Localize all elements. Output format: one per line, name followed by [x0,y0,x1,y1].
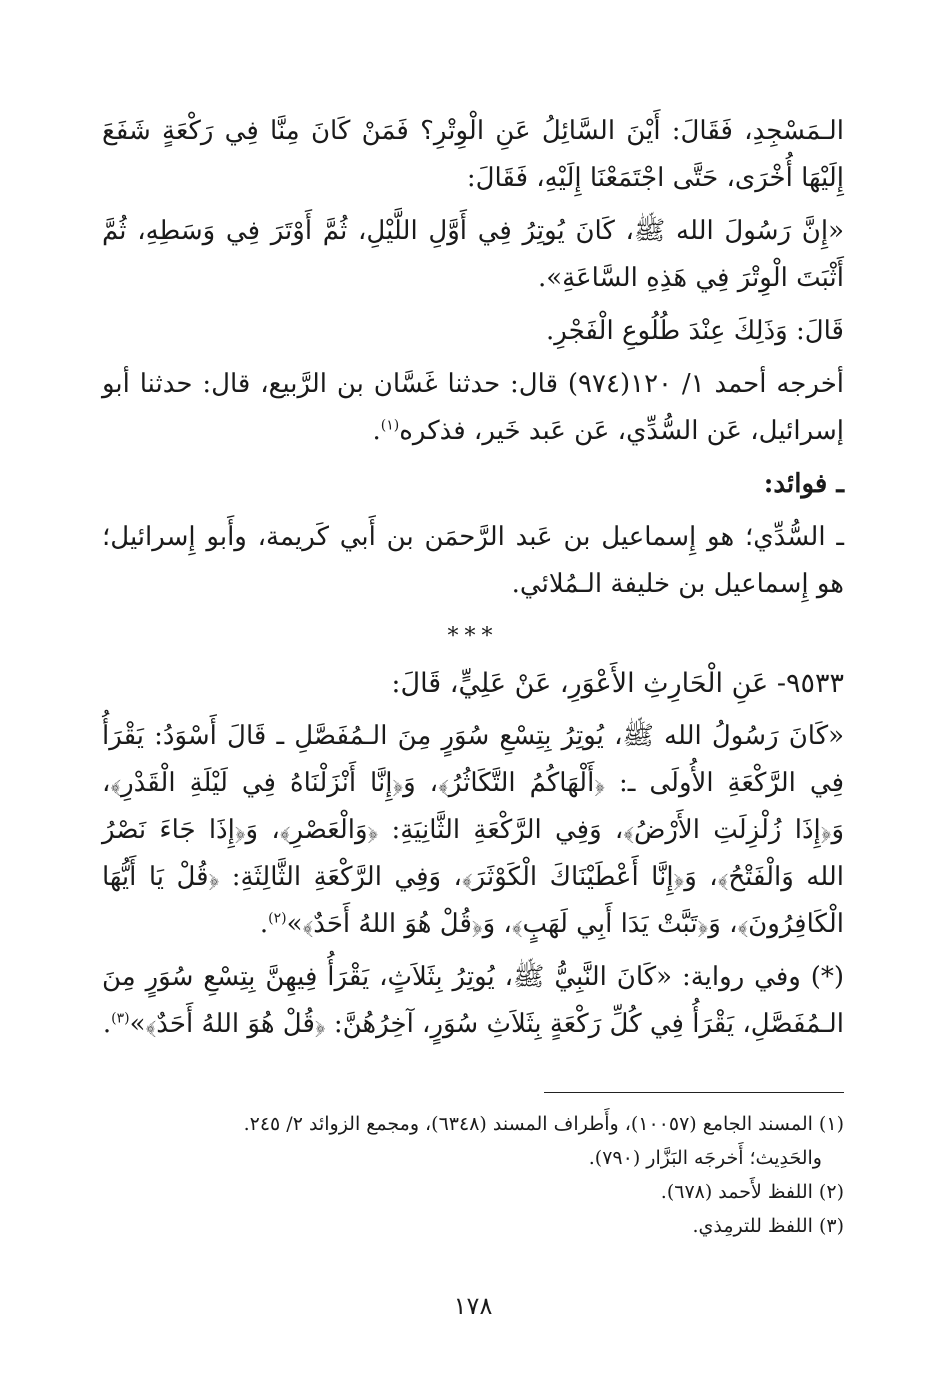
hadith-quote: «إِنَّ رَسُولَ الله ﷺ، كَانَ يُوتِرُ فِي أَوَّلِ اللَّيْلِ، ثُمَّ أَوْتَرَ فِي وَسَطِهِ، ثُمَّ أَثْبَتَ الْوِتْرَ فِي هَذِهِ السَّاعَةِ». [102,216,844,293]
takhrij-end: . [372,416,381,446]
narrator-comment: قَالَ: وَذَلِكَ عِنْدَ طُلُوعِ الْفَجْرِ. [546,316,844,346]
benefits-text: ـ السُّدِّي؛ هو إِسماعيل بن عَبد الرَّحمَن بن أَبي كَريمة، وأَبو إِسرائيل؛ هو إِسماعيل بن خليفة الـمُلائي. [102,522,844,599]
narration-variant [102,954,844,1048]
hadith-text [102,713,844,948]
hadith-body: «كَانَ رَسُولُ الله ﷺ، يُوتِرُ بِتِسْعِ سُوَرٍ مِنَ الـمُفَصَّلِ ـ قَالَ أَسْوَدُ: يَقْرَأُ فِي الرَّكْعَةِ الأُولَى ـ: ﴿أَلْهَاكُمُ التَّكَاثُرُ﴾، وَ﴿إِنَّا أَنْزَلْنَاهُ فِي لَيْلَةِ الْقَدْرِ﴾، وَ﴿إِذَا زُلْزِلَتِ الأَرْضُ﴾، وَفِي الرَّكْعَةِ الثَّانِيَةِ: ﴿وَالْعَصْرِ﴾، وَ﴿إِذَا جَاءَ نَصْرُ الله وَالْفَتْحُ﴾، وَ﴿إِنَّا أَعْطَيْنَاكَ الْكَوْثَرَ﴾، وَفِي الرَّكْعَةِ الثَّالِثَةِ: ﴿قُلْ يَا أَيُّهَا الْكَافِرُونَ﴾، وَ﴿تَبَّتْ يَدَا أَبِي لَهَبٍ﴾، وَ﴿قُلْ هُوَ اللهُ أَحَدٌ﴾» [102,721,844,939]
footnote-3: (٣) اللفظ للترمِذي. [692,1215,844,1237]
footnote-1: (١) المسند الجامع (١٠٠٥٧)، وأَطراف المسند (٦٣٤٨)، ومجمع الزوائد ٢/ ٢٤٥. [243,1113,844,1135]
takhrij-text: أخرجه أحمد ١/ ١٢٠(٩٧٤) قال: حدثنا غَسَّان بن الرَّبيع، قال: حدثنا أبو إسرائيل، عَن السُّدِّي، عَن عَبد خَير، فذكره [102,369,844,446]
footnote-2: (٢) اللفظ لأَحمد (٦٧٨). [660,1181,844,1203]
takhrij-paragraph [102,361,844,455]
variant-body: (*) وفي رواية: «كَانَ النَّبِيُّ ﷺ، يُوتِرُ بِثَلاَثٍ، يَقْرَأُ فِيهِنَّ بِتِسْعِ سُوَرٍ مِنَ الـمُفَصَّلِ، يَقْرَأُ فِي كُلِّ رَكْعَةٍ بِثَلاَثِ سُوَرٍ، آخِرُهُنَّ: ﴿قُلْ هُوَ اللهُ أَحَدٌ﴾» [102,962,844,1039]
variant-end: . [102,1009,112,1039]
footnote-1-continuation: والحَدِيث؛ أَخرجَه البَزَّار (٧٩٠). [588,1147,822,1169]
footnote-ref-1[interactable]: (١) [380,417,400,434]
page-number: ١٧٨ [453,1292,493,1320]
footnote-divider [102,1078,844,1097]
paragraph-continuation: الـمَسْجِدِ، فَقَالَ: أَيْنَ السَّائِلُ عَنِ الْوِتْرِ؟ فَمَنْ كَانَ مِنَّا فِي رَكْعَةٍ شَفَعَ إِلَيْهَا أُخْرَى، حَتَّى اجْتَمَعْنَا إِلَيْهِ، فَقَالَ: [102,116,844,193]
hadith-end: . [259,909,269,939]
benefits-heading: ـ فوائد: [763,469,844,499]
footnote-ref-2[interactable]: (٢) [268,910,287,927]
section-separator: *** [447,624,499,649]
footnote-ref-3[interactable]: (٣) [111,1010,130,1027]
hadith-header: ٩٥٣٣- عَنِ الْحَارِثِ الأَعْوَرِ، عَنْ عَلِيٍّ، قَالَ: [391,668,844,699]
